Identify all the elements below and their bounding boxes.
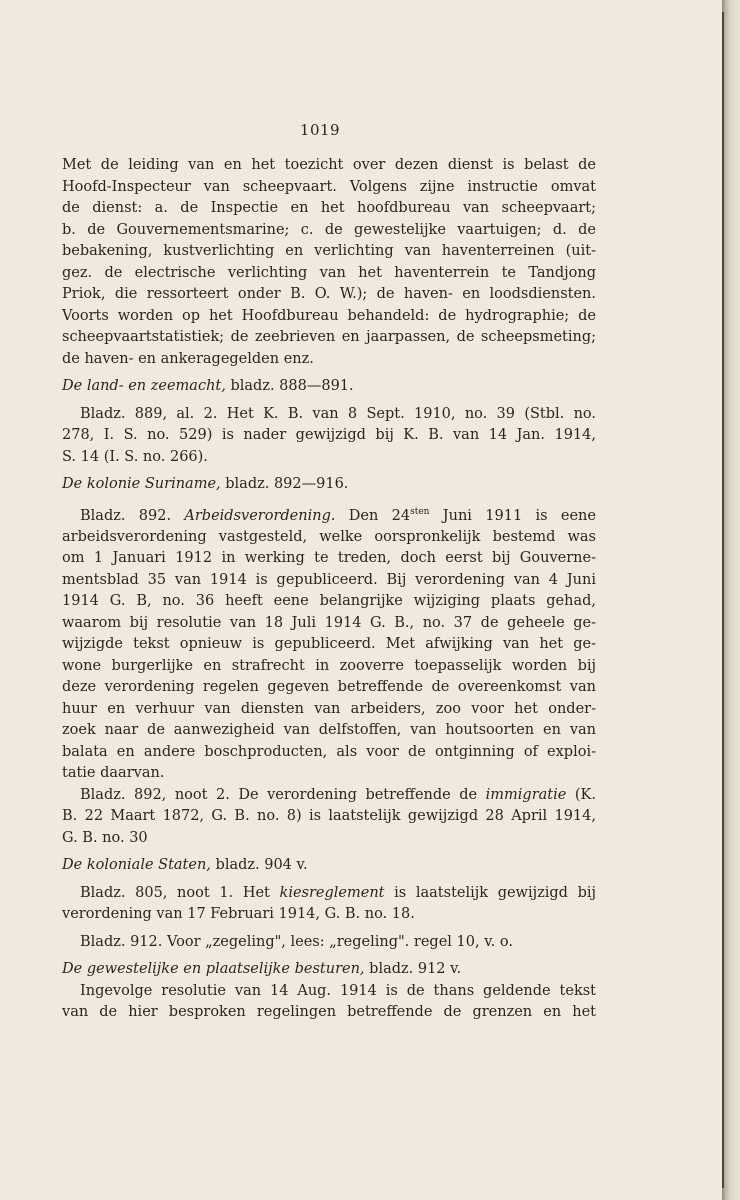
text-line: wone burgerlijke en strafrecht in zooverre toepasselijk worden bij bbox=[62, 657, 596, 674]
paragraph-kiesreglement bbox=[62, 883, 596, 926]
text-fragment: is laatstelijk gewijzigd bij bbox=[384, 884, 597, 901]
text-line: huur en verhuur van diensten van arbeiders, zoo voor het onder- bbox=[62, 700, 596, 717]
heading-italic: De gewestelijke en plaatselijke besturen, bbox=[62, 961, 365, 978]
text-line: tatie daarvan. bbox=[62, 765, 165, 782]
page-number: 1019 bbox=[299, 121, 341, 139]
section-heading-suriname bbox=[62, 474, 596, 496]
text-line: Ingevolge resolutie van 14 Aug. 1914 is de thans geldende tekst bbox=[80, 982, 596, 999]
paragraph-bladz-889 bbox=[62, 404, 596, 469]
text-line: Priok, die ressorteert onder B. O. W.); de haven- en loodsdiensten. bbox=[62, 286, 596, 302]
heading-italic: De land- en zeemacht, bbox=[62, 378, 226, 394]
text-fragment: (K. bbox=[566, 786, 596, 803]
text-line: b. de Gouvernementsmarine; c. de gewestelijke vaartuigen; d. de bbox=[62, 221, 596, 238]
text-line: balata en andere boschproducten, als voor de ontginning of exploi- bbox=[62, 743, 596, 760]
text-line: S. 14 (I. S. no. 266). bbox=[62, 448, 208, 465]
spine-shadow-line bbox=[722, 12, 724, 1188]
text-line: bebakening, kustverlichting en verlichting van haventerreinen (uit- bbox=[62, 243, 596, 259]
section-heading-land-zeemacht bbox=[62, 376, 596, 398]
text-fragment: Bladz. 805, noot 1. Het bbox=[80, 884, 280, 901]
text-line: B. 22 Maart 1872, G. B. no. 8) is laatstelijk gewijzigd 28 April 1914, bbox=[62, 808, 596, 825]
section-heading-koloniale-staten bbox=[62, 855, 596, 877]
text-line: 278, I. S. no. 529) is nader gewijzigd bij K. B. van 14 Jan. 1914, bbox=[62, 427, 596, 443]
text-line: Met de leiding van en het toezicht over dezen dienst is belast de bbox=[62, 157, 596, 173]
text-line bbox=[62, 502, 596, 527]
text-line bbox=[62, 785, 596, 807]
text-line: wijzigde tekst opnieuw is gepubliceerd. Met afwijking van het ge- bbox=[62, 636, 596, 653]
italic-term: immigratie bbox=[485, 786, 567, 803]
superscript: sten bbox=[410, 506, 430, 517]
text-fragment: Bladz. 892, noot 2. De verordening betreffende de bbox=[80, 786, 486, 803]
book-spine-edge bbox=[722, 0, 740, 1200]
heading-pages: bladz. 912 v. bbox=[364, 961, 462, 978]
text-line: gez. de electrische verlichting van het haventerrein te Tandjong bbox=[62, 264, 596, 281]
paragraph-scheepvaart bbox=[62, 155, 596, 370]
text-line: 1914 G. B, no. 36 heeft eene belangrijke wijziging plaats gehad, bbox=[62, 593, 596, 610]
heading-pages: bladz. 892—916. bbox=[220, 476, 349, 492]
heading-italic: De kolonie Suriname, bbox=[62, 476, 221, 492]
text-line: arbeidsverordening vastgesteld, welke oorspronkelijk bestemd was bbox=[62, 528, 596, 545]
italic-term: Arbeidsverordening. bbox=[184, 507, 336, 524]
text-line: Voorts worden op het Hoofdbureau behandeld: de hydrographie; de bbox=[62, 307, 596, 324]
page-body bbox=[62, 155, 596, 1024]
paragraph-immigratie bbox=[62, 785, 596, 850]
text-line: scheepvaartstatistiek; de zeebrieven en jaarpassen, de scheepsmeting; bbox=[62, 329, 596, 345]
italic-term: kiesreglement bbox=[279, 884, 385, 901]
heading-italic: De koloniale Staten, bbox=[62, 857, 211, 874]
text-line: zoek naar de aanwezigheid van delfstoffen, van houtsoorten en van bbox=[62, 722, 596, 739]
text-fragment: Den 24 bbox=[335, 507, 411, 524]
text-line: mentsblad 35 van 1914 is gepubliceerd. Bij verordening van 4 Juni bbox=[62, 571, 596, 588]
text-line: de dienst: a. de Inspectie en het hoofdbureau van scheepvaart; bbox=[62, 200, 596, 216]
text-line: om 1 Januari 1912 in werking te treden, doch eerst bij Gouverne- bbox=[62, 550, 596, 567]
text-line: de haven- en ankeragegelden enz. bbox=[62, 350, 314, 367]
section-heading-gewestelijke-besturen bbox=[62, 959, 596, 981]
text-line: Hoofd-Inspecteur van scheepvaart. Volgens zijne instructie omvat bbox=[62, 178, 596, 195]
paragraph-resolutie bbox=[62, 981, 596, 1024]
text-fragment: Juni 1911 is eene bbox=[429, 507, 596, 524]
heading-pages: bladz. 888—891. bbox=[225, 378, 354, 394]
text-line: G. B. no. 30 bbox=[62, 829, 148, 846]
paragraph-arbeidsverordening bbox=[62, 502, 596, 785]
text-line: deze verordening regelen gegeven betreffende de overeenkomst van bbox=[62, 679, 596, 696]
text-line: van de hier besproken regelingen betreffende de grenzen en het bbox=[62, 1004, 596, 1021]
text-line: Bladz. 889, al. 2. Het K. B. van 8 Sept. 1910, no. 39 (Stbl. no. bbox=[80, 405, 596, 422]
text-line: waarom bij resolutie van 18 Juli 1914 G. B., no. 37 de geheele ge- bbox=[62, 614, 596, 631]
text-line bbox=[62, 883, 596, 905]
text-line: Bladz. 912. Voor „zegeling", lees: „regeling". regel 10, v. o. bbox=[80, 933, 513, 950]
heading-pages: bladz. 904 v. bbox=[210, 857, 308, 874]
text-fragment: Bladz. 892. bbox=[80, 507, 185, 524]
paragraph-bladz-912 bbox=[62, 932, 596, 954]
text-line: verordening van 17 Februari 1914, G. B. no. 18. bbox=[62, 906, 415, 923]
